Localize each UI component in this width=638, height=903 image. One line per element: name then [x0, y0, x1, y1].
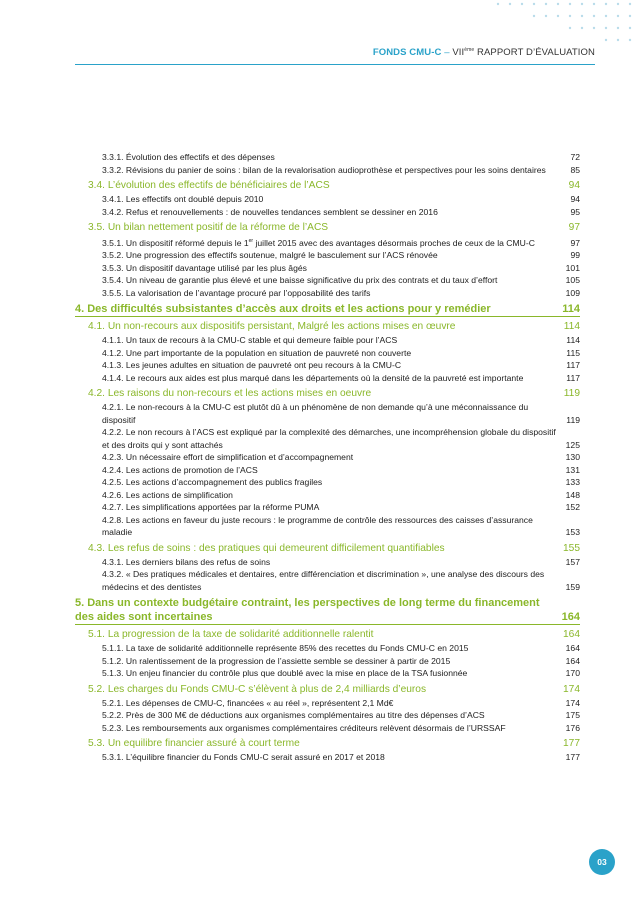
toc-entry-level-3[interactable] — [75, 501, 580, 514]
toc-entry-level-3[interactable] — [75, 359, 580, 372]
toc-entry-level-1[interactable] — [75, 596, 580, 625]
toc-entry-title: 4.2.8. Les actions en faveur du juste recours : le programme de contrôle des ressources des caisses d’assurance maladie — [102, 514, 533, 538]
toc-entry-title: 4.2.6. Les actions de simplification — [102, 489, 233, 500]
toc-entry-page: 119 — [563, 388, 580, 400]
toc-entry-level-3[interactable] — [75, 193, 580, 206]
toc-entry-title: 4.1. Un non-recours aux dispositifs persistant, Malgré les actions mises en œuvre — [88, 321, 456, 333]
toc-entry-page: 174 — [563, 683, 580, 695]
toc-entry-level-3[interactable] — [75, 151, 580, 164]
toc-entry-title: 3.4. L’évolution des effectifs de bénéficiaires de l’ACS — [88, 180, 330, 191]
toc-entry-level-2[interactable] — [75, 320, 580, 333]
header-title-rest: RAPPORT D’ÉVALUATION — [474, 47, 595, 59]
toc-entry-page: 109 — [565, 287, 580, 298]
toc-entry-page: 155 — [563, 542, 580, 554]
toc-entry-title: 3.4.2. Refus et renouvellements : de nouvelles tendances semblent se dessiner en 2016 — [102, 206, 438, 217]
toc-entry-page: 131 — [565, 464, 580, 475]
toc-entry-page: 72 — [570, 152, 580, 162]
toc-entry-page: 117 — [566, 372, 580, 383]
toc-entry-level-3[interactable] — [75, 274, 580, 287]
toc-entry-level-3[interactable] — [75, 697, 580, 710]
toc-entry-level-3[interactable] — [75, 642, 580, 655]
toc-entry-level-3[interactable] — [75, 372, 580, 385]
header-brand: FONDS CMU-C — [372, 47, 442, 59]
toc-entry-title: 4.2.1. Le non-recours à la CMU-C est plutôt dû à un phénomène de non demande qu’à une méconnaissance du dispositif — [102, 402, 529, 425]
toc-entry-page: 174 — [565, 697, 580, 708]
toc-entry-title: 4.1.4. Le recours aux aides est plus marqué dans les départements où la densité de la pauvreté est importante — [102, 372, 524, 383]
toc-entry-page: 157 — [565, 556, 580, 567]
toc-entry-page: 94 — [568, 180, 580, 191]
header-title-prefix: VII — [452, 47, 465, 59]
toc-entry-title: 5. Dans un contexte budgétaire contraint, les perspectives de long terme du financement des aides sont incertaines — [75, 597, 540, 624]
toc-entry-level-2[interactable] — [75, 542, 580, 555]
toc-entry-title: 5.2. Les charges du Fonds CMU-C s’élèvent à plus de 2,4 milliards d’euros — [88, 683, 427, 695]
toc-entry-title: 4.1.1. Un taux de recours à la CMU-C stable et qui demeure faible pour l’ACS — [102, 335, 398, 346]
toc-entry-page: 114 — [562, 303, 580, 316]
toc-entry-page: 170 — [565, 668, 580, 679]
toc-entry-page: 117 — [566, 360, 580, 371]
toc-entry-title: 3.5. Un bilan nettement positif de la réforme de l’ACS — [88, 222, 329, 233]
toc-entry-page: 130 — [565, 452, 580, 463]
toc-entry-page: 114 — [566, 335, 580, 346]
toc-entry-level-2[interactable] — [75, 387, 580, 400]
toc-entry-title: 4.2.3. Un nécessaire effort de simplification et d’accompagnement — [102, 452, 354, 463]
toc-entry-title: 4.3.1. Les derniers bilans des refus de soins — [102, 556, 271, 567]
toc-entry-level-3[interactable] — [75, 401, 580, 426]
toc-entry-page: 164 — [565, 655, 580, 666]
toc-entry-level-3[interactable] — [75, 334, 580, 347]
toc-entry-title: 5.1.3. Un enjeu financier du contrôle plus que doublé avec la mise en place de la TSA fusionnée — [102, 668, 468, 679]
toc-entry-page: 97 — [568, 222, 580, 233]
toc-entry-level-3[interactable] — [75, 655, 580, 668]
toc-entry-level-1[interactable] — [75, 302, 580, 317]
toc-entry-page: 94 — [570, 194, 580, 204]
toc-entry-level-3[interactable] — [75, 206, 580, 219]
toc-entry-level-3[interactable] — [75, 476, 580, 489]
toc-entry-title: 3.5.5. La valorisation de l’avantage procuré par l’opposabilité des tarifs — [102, 287, 371, 298]
running-header — [373, 47, 595, 58]
toc-entry-page: 176 — [565, 722, 580, 733]
toc-entry-level-3[interactable] — [75, 426, 580, 451]
toc-entry-title: 4.2.7. Les simplifications apportées par la réforme PUMA — [102, 502, 320, 513]
toc-entry-page: 159 — [565, 581, 580, 592]
toc-entry-title: 5.2.1. Les dépenses de CMU-C, financées « au réel », représentent 2,1 Md€ — [102, 697, 394, 708]
toc-entry-title — [102, 235, 566, 249]
toc-entry-title: 5.2.2. Près de 300 M€ de déductions aux organismes complémentaires au titre des dépenses d’ACS — [102, 710, 485, 721]
toc-entry-level-3[interactable] — [75, 451, 580, 464]
toc-entry-level-3[interactable] — [75, 514, 580, 539]
toc-entry-title-sup: er — [248, 238, 254, 244]
toc-entry-level-2[interactable] — [75, 221, 580, 234]
toc-entry-level-3[interactable] — [75, 568, 580, 593]
toc-entry-page: 99 — [570, 250, 580, 261]
toc-entry-title: 4.2.5. Les actions d’accompagnement des publics fragiles — [102, 477, 323, 488]
toc-entry-title: 4.3. Les refus de soins : des pratiques qui demeurent difficilement quantifiables — [88, 542, 445, 554]
toc-entry-page: 105 — [565, 275, 580, 286]
toc-entry-page: 148 — [565, 489, 580, 500]
toc-entry-title: 3.5.4. Un niveau de garantie plus élevé et une baisse significative du prix des contrats et du taux d’effort — [102, 275, 498, 286]
toc-entry-title: 3.4.1. Les effectifs ont doublé depuis 2010 — [102, 194, 264, 204]
toc-entry-title: 3.5.2. Une progression des effectifs soutenue, malgré le basculement sur l’ACS rénovée — [102, 250, 438, 261]
toc-entry-title: 4.2.4. Les actions de promotion de l’ACS — [102, 464, 258, 475]
toc-entry-level-3[interactable] — [75, 249, 580, 262]
toc-entry-level-2[interactable] — [75, 683, 580, 696]
toc-entry-title: 4.2.2. Le non recours à l’ACS est expliqué par la complexité des démarches, une incompréhension globale du dispositif et des droits qui y sont attachés — [102, 427, 556, 450]
toc-entry-title: 4. Des difficultés subsistantes d’accès aux droits et les actions pour y remédier — [75, 303, 491, 316]
toc-entry-level-3[interactable] — [75, 556, 580, 569]
toc-entry-level-3[interactable] — [75, 722, 580, 735]
page-number-badge: 03 — [589, 849, 615, 875]
toc-entry-page: 164 — [561, 611, 580, 624]
toc-entry-page: 95 — [570, 206, 580, 217]
toc-entry-title: 5.1. La progression de la taxe de solidarité additionnelle ralentit — [88, 629, 374, 641]
toc-entry-title: 4.1.3. Les jeunes adultes en situation de pauvreté ont peu recours à la CMU-C — [102, 360, 402, 371]
toc-entry-page: 85 — [570, 164, 580, 175]
toc-entry-page: 114 — [563, 321, 580, 333]
toc-entry-title: 5.3. Un equilibre financier assuré à court terme — [88, 738, 300, 750]
toc-entry-level-3[interactable] — [75, 667, 580, 680]
table-of-contents — [75, 151, 580, 764]
header-rule — [75, 64, 595, 65]
toc-entry-level-3[interactable] — [75, 464, 580, 477]
toc-entry-title-part: juillet 2015 avec des avantages désormais proches de ceux de la CMU-C — [253, 237, 535, 248]
header-title-sup: ème — [464, 47, 475, 53]
toc-entry-page: 115 — [566, 347, 580, 358]
toc-entry-level-2[interactable] — [75, 179, 580, 192]
toc-entry-page: 164 — [563, 629, 580, 641]
toc-entry-title: 4.1.2. Une part importante de la population en situation de pauvreté non couverte — [102, 347, 412, 358]
toc-entry-page: 153 — [565, 527, 580, 538]
header-dash: – — [441, 47, 453, 59]
toc-entry-page: 152 — [565, 502, 580, 513]
toc-entry-level-2[interactable] — [75, 737, 580, 750]
toc-entry-title: 3.3.2. Révisions du panier de soins : bilan de la revalorisation audioprothèse et perspectives pour les soins dentaires — [102, 164, 546, 175]
toc-entry-level-3[interactable] — [75, 287, 580, 300]
toc-entry-level-2[interactable] — [75, 628, 580, 641]
toc-entry-title-part: 3.5.1. Un dispositif réformé depuis le 1 — [102, 237, 249, 248]
toc-entry-level-3[interactable] — [75, 709, 580, 722]
toc-entry-page: 175 — [565, 710, 580, 721]
toc-entry-title: 4.3.2. « Des pratiques médicales et dentaires, entre différenciation et discrimination », une analyse des discours des médecins et des dentistes — [102, 569, 545, 592]
toc-entry-page: 164 — [565, 643, 580, 654]
toc-entry-level-3[interactable] — [75, 489, 580, 502]
toc-entry-title: 4.2. Les raisons du non-recours et les actions mises en oeuvre — [88, 388, 372, 400]
toc-entry-level-3[interactable] — [75, 262, 580, 275]
toc-entry-title: 5.1.1. La taxe de solidarité additionnelle représente 85% des recettes du Fonds CMU-C en 2015 — [102, 643, 469, 654]
toc-entry-page: 101 — [565, 262, 580, 273]
toc-entry-page: 119 — [566, 414, 580, 425]
toc-entry-title: 5.2.3. Les remboursements aux organismes complémentaires créditeurs relèvent désormais de l’URSSAF — [102, 722, 506, 733]
toc-entry-level-3[interactable] — [75, 347, 580, 360]
toc-entry-title: 5.1.2. Un ralentissement de la progression de l’assiette semble se dessiner à partir de 2015 — [102, 655, 451, 666]
toc-entry-title: 3.5.3. Un dispositif davantage utilisé par les plus âgés — [102, 262, 307, 273]
toc-entry-page: 97 — [570, 237, 580, 248]
toc-entry-page: 133 — [565, 477, 580, 488]
toc-entry-level-3[interactable] — [75, 235, 580, 249]
toc-entry-level-3[interactable] — [75, 751, 580, 764]
toc-entry-page: 125 — [565, 439, 580, 450]
toc-entry-page: 177 — [563, 738, 580, 750]
toc-entry-page: 177 — [565, 752, 580, 763]
toc-entry-title: 5.3.1. L’équilibre financier du Fonds CMU-C serait assuré en 2017 et 2018 — [102, 752, 385, 763]
toc-entry-title: 3.3.1. Évolution des effectifs et des dépenses — [102, 152, 275, 162]
toc-entry-level-3[interactable] — [75, 164, 580, 177]
